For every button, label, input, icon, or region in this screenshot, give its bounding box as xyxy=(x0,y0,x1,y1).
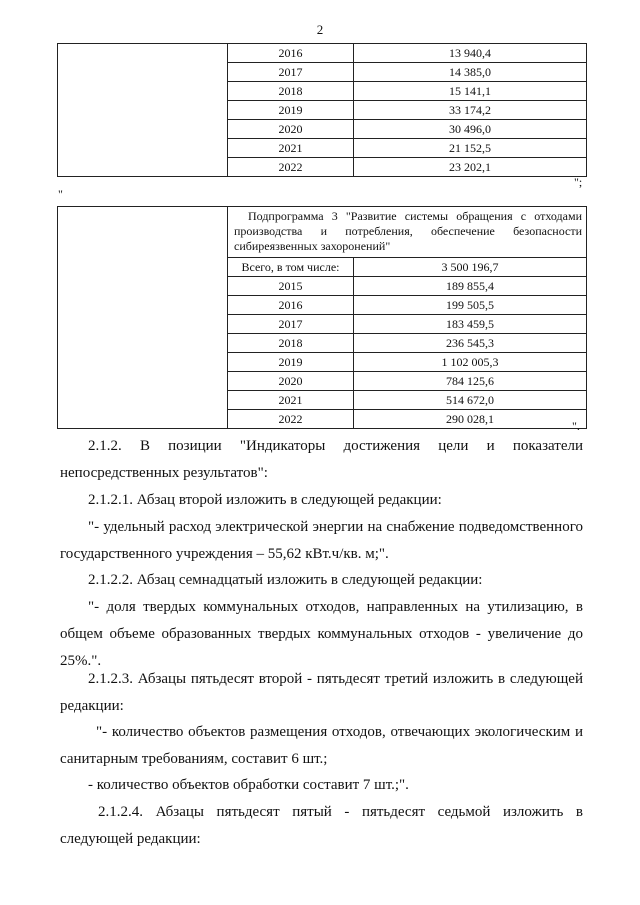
paragraph-2-1-2-3: 2.1.2.3. Абзацы пятьдесят второй - пятьдесят третий изложить в следующей редакции: xyxy=(60,671,583,714)
opening-quote-mark: " xyxy=(58,187,63,201)
year-cell: 2019 xyxy=(228,101,354,120)
value-cell: 514 672,0 xyxy=(354,391,587,410)
value-cell: 189 855,4 xyxy=(354,277,587,296)
closing-quote-mark: "; xyxy=(574,175,583,189)
total-value-cell: 3 500 196,7 xyxy=(354,258,587,277)
value-cell: 14 385,0 xyxy=(354,63,587,82)
value-cell: 33 174,2 xyxy=(354,101,587,120)
subprogram-heading xyxy=(228,207,587,258)
year-cell: 2020 xyxy=(228,372,354,391)
total-label-cell: Всего, в том числе: xyxy=(228,258,354,277)
table-row xyxy=(58,44,587,63)
year-cell: 2019 xyxy=(228,353,354,372)
paragraph-quote-sites: "- количество объектов размещения отходов, отвечающих экологическим и санитарным требованиям, составит 6 шт.; xyxy=(60,724,583,767)
year-cell: 2020 xyxy=(228,120,354,139)
year-cell: 2022 xyxy=(228,410,354,429)
year-cell: 2021 xyxy=(228,391,354,410)
value-cell: 15 141,1 xyxy=(354,82,587,101)
paragraph-quote-waste: "- доля твердых коммунальных отходов, направленных на утилизацию, в общем объеме образованных твердых коммунальных отходов - увеличение до 25%.". xyxy=(60,599,583,669)
table-row xyxy=(58,207,587,258)
value-cell: 236 545,3 xyxy=(354,334,587,353)
empty-cell xyxy=(58,207,228,429)
year-cell: 2016 xyxy=(228,44,354,63)
year-cell: 2018 xyxy=(228,82,354,101)
subprogram-heading-text: Подпрограмма 3 "Развитие системы обращения с отходами производства и потребления, обеспечение безопасности сибиреязвенных захоронений" xyxy=(234,209,582,253)
value-cell: 30 496,0 xyxy=(354,120,587,139)
financing-table-continued xyxy=(57,43,587,177)
empty-cell xyxy=(58,44,228,177)
paragraph-quote-processing: - количество объектов обработки составит 7 шт.;". xyxy=(88,777,409,793)
closing-quote-mark: ". xyxy=(572,419,580,433)
paragraph-2-1-2: 2.1.2. В позиции "Индикаторы достижения цели и показатели непосредственных результатов": xyxy=(60,438,583,481)
value-cell: 21 152,5 xyxy=(354,139,587,158)
year-cell: 2022 xyxy=(228,158,354,177)
year-cell: 2017 xyxy=(228,315,354,334)
year-cell: 2015 xyxy=(228,277,354,296)
paragraph-2-1-2-4: 2.1.2.4. Абзацы пятьдесят пятый - пятьдесят седьмой изложить в следующей редакции: xyxy=(60,804,583,847)
value-cell: 784 125,6 xyxy=(354,372,587,391)
value-cell: 23 202,1 xyxy=(354,158,587,177)
subprogram-3-table xyxy=(57,206,587,429)
value-cell: 199 505,5 xyxy=(354,296,587,315)
year-cell: 2021 xyxy=(228,139,354,158)
value-cell: 13 940,4 xyxy=(354,44,587,63)
year-cell: 2017 xyxy=(228,63,354,82)
value-cell: 290 028,1 xyxy=(354,410,587,429)
paragraph-2-1-2-1: 2.1.2.1. Абзац второй изложить в следующей редакции: xyxy=(88,492,442,508)
page-number: 2 xyxy=(316,22,324,37)
year-cell: 2018 xyxy=(228,334,354,353)
paragraph-quote-energy: "- удельный расход электрической энергии на снабжение подведомственного государственного учреждения – 55,62 кВт.ч/кв. м;". xyxy=(60,519,583,562)
year-cell: 2016 xyxy=(228,296,354,315)
paragraph-2-1-2-2: 2.1.2.2. Абзац семнадцатый изложить в следующей редакции: xyxy=(88,572,483,588)
value-cell: 1 102 005,3 xyxy=(354,353,587,372)
value-cell: 183 459,5 xyxy=(354,315,587,334)
